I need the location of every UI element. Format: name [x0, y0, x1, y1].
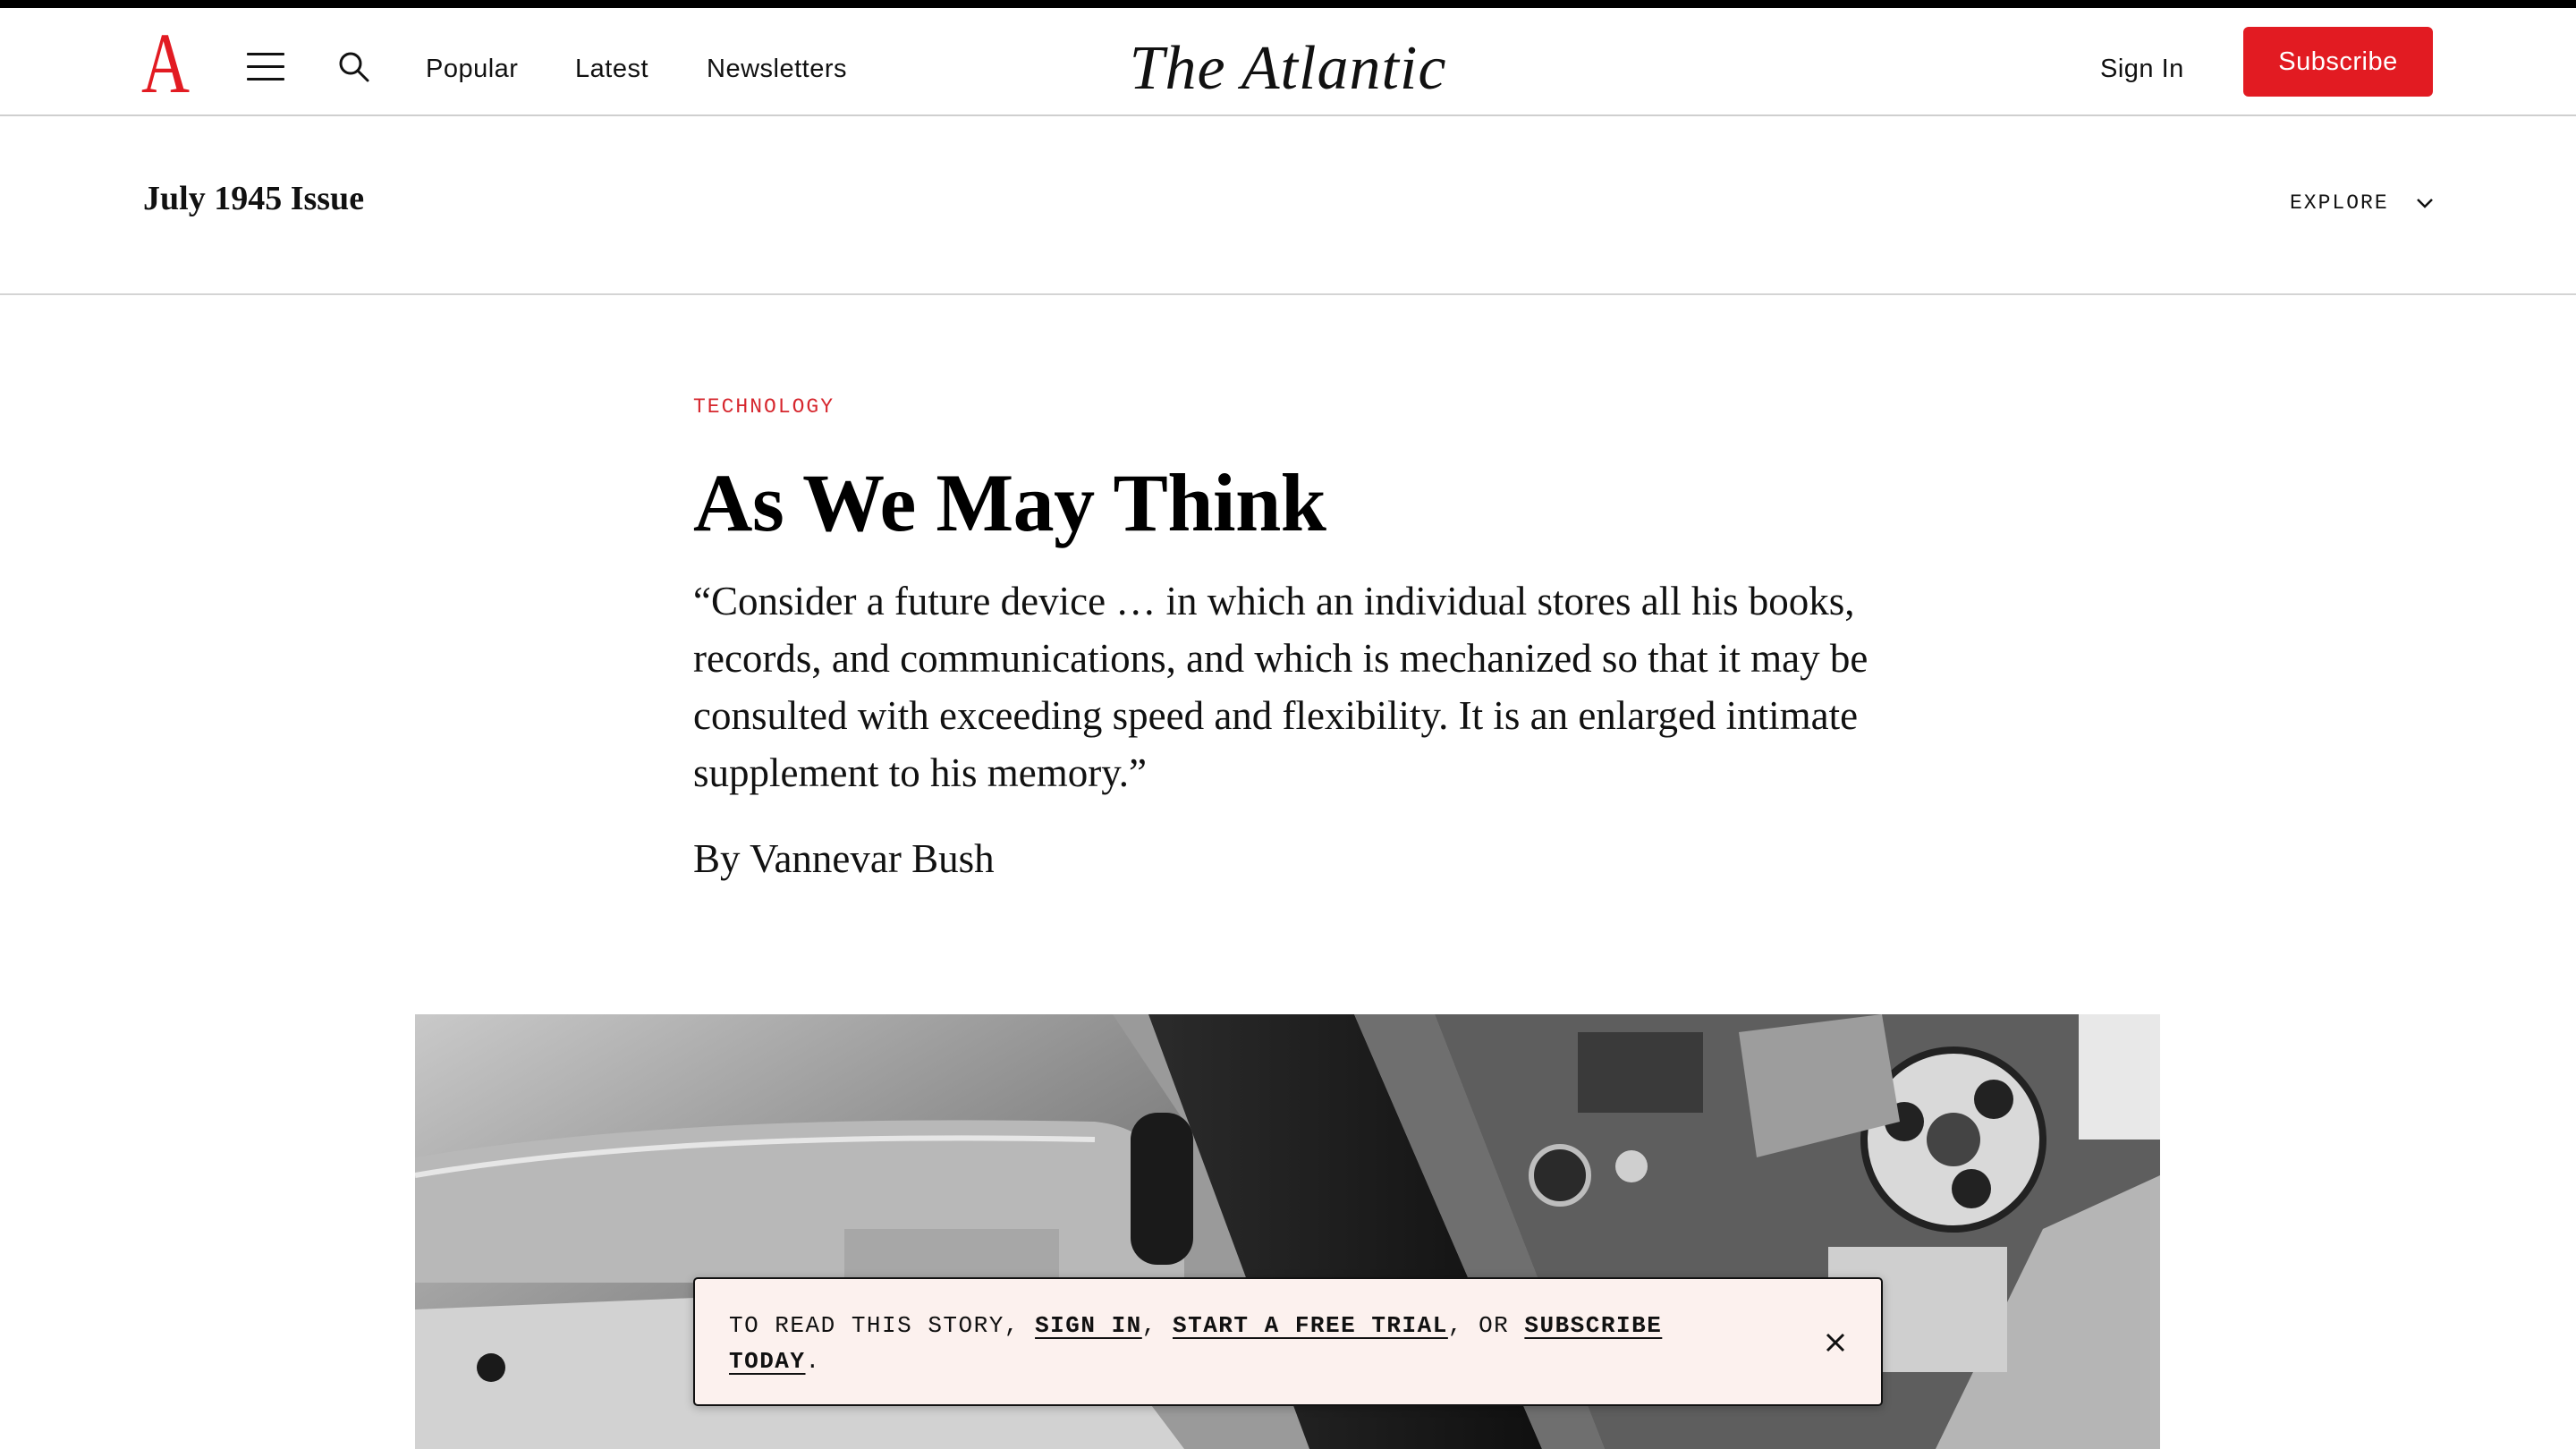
brand-wordmark[interactable]: The Atlantic	[1129, 34, 1447, 103]
paywall-sign-in-link[interactable]: SIGN IN	[1035, 1312, 1142, 1339]
paywall-free-trial-link[interactable]: START A FREE TRIAL	[1173, 1312, 1448, 1339]
site-header	[0, 8, 2576, 116]
nav-link-newsletters[interactable]: Newsletters	[707, 55, 847, 83]
issue-title[interactable]: July 1945 Issue	[143, 180, 365, 217]
nav-link-popular[interactable]: Popular	[426, 55, 519, 83]
author-link[interactable]: Vannevar Bush	[749, 836, 995, 881]
paywall-text-part: , OR	[1447, 1312, 1525, 1339]
close-icon[interactable]	[1820, 1327, 1851, 1358]
article-headline: As We May Think	[693, 457, 1326, 548]
byline-prefix: By	[693, 836, 741, 881]
paywall-message	[729, 1308, 1713, 1379]
subscribe-button[interactable]: Subscribe	[2243, 27, 2433, 97]
atlantic-logo[interactable]: A	[141, 15, 191, 111]
paywall-text-part: ,	[1141, 1312, 1173, 1339]
article-header	[693, 394, 1892, 884]
top-stripe	[0, 0, 2576, 8]
paywall-subscribe-link[interactable]: SUBSCRIBE TODAY	[729, 1312, 1663, 1375]
article-dek: “Consider a future device … in which an individual stores all his books, records, and communications, and which is mechanized so that it may be consulted with exceeding speed and flexibility. It is an enlarged intimate supplement to his memory.”	[693, 579, 1868, 795]
chevron-down-icon[interactable]	[2415, 193, 2435, 213]
paywall-banner	[693, 1277, 1883, 1406]
paywall-text-part: TO READ THIS STORY,	[729, 1312, 1036, 1339]
paywall-text-part: .	[805, 1348, 821, 1375]
issue-bar	[0, 116, 2576, 295]
sign-in-link[interactable]: Sign In	[2100, 55, 2184, 83]
section-kicker[interactable]: TECHNOLOGY	[693, 395, 835, 419]
explore-button[interactable]: EXPLORE	[2290, 191, 2389, 215]
nav-link-latest[interactable]: Latest	[575, 55, 648, 83]
byline	[693, 834, 1892, 884]
